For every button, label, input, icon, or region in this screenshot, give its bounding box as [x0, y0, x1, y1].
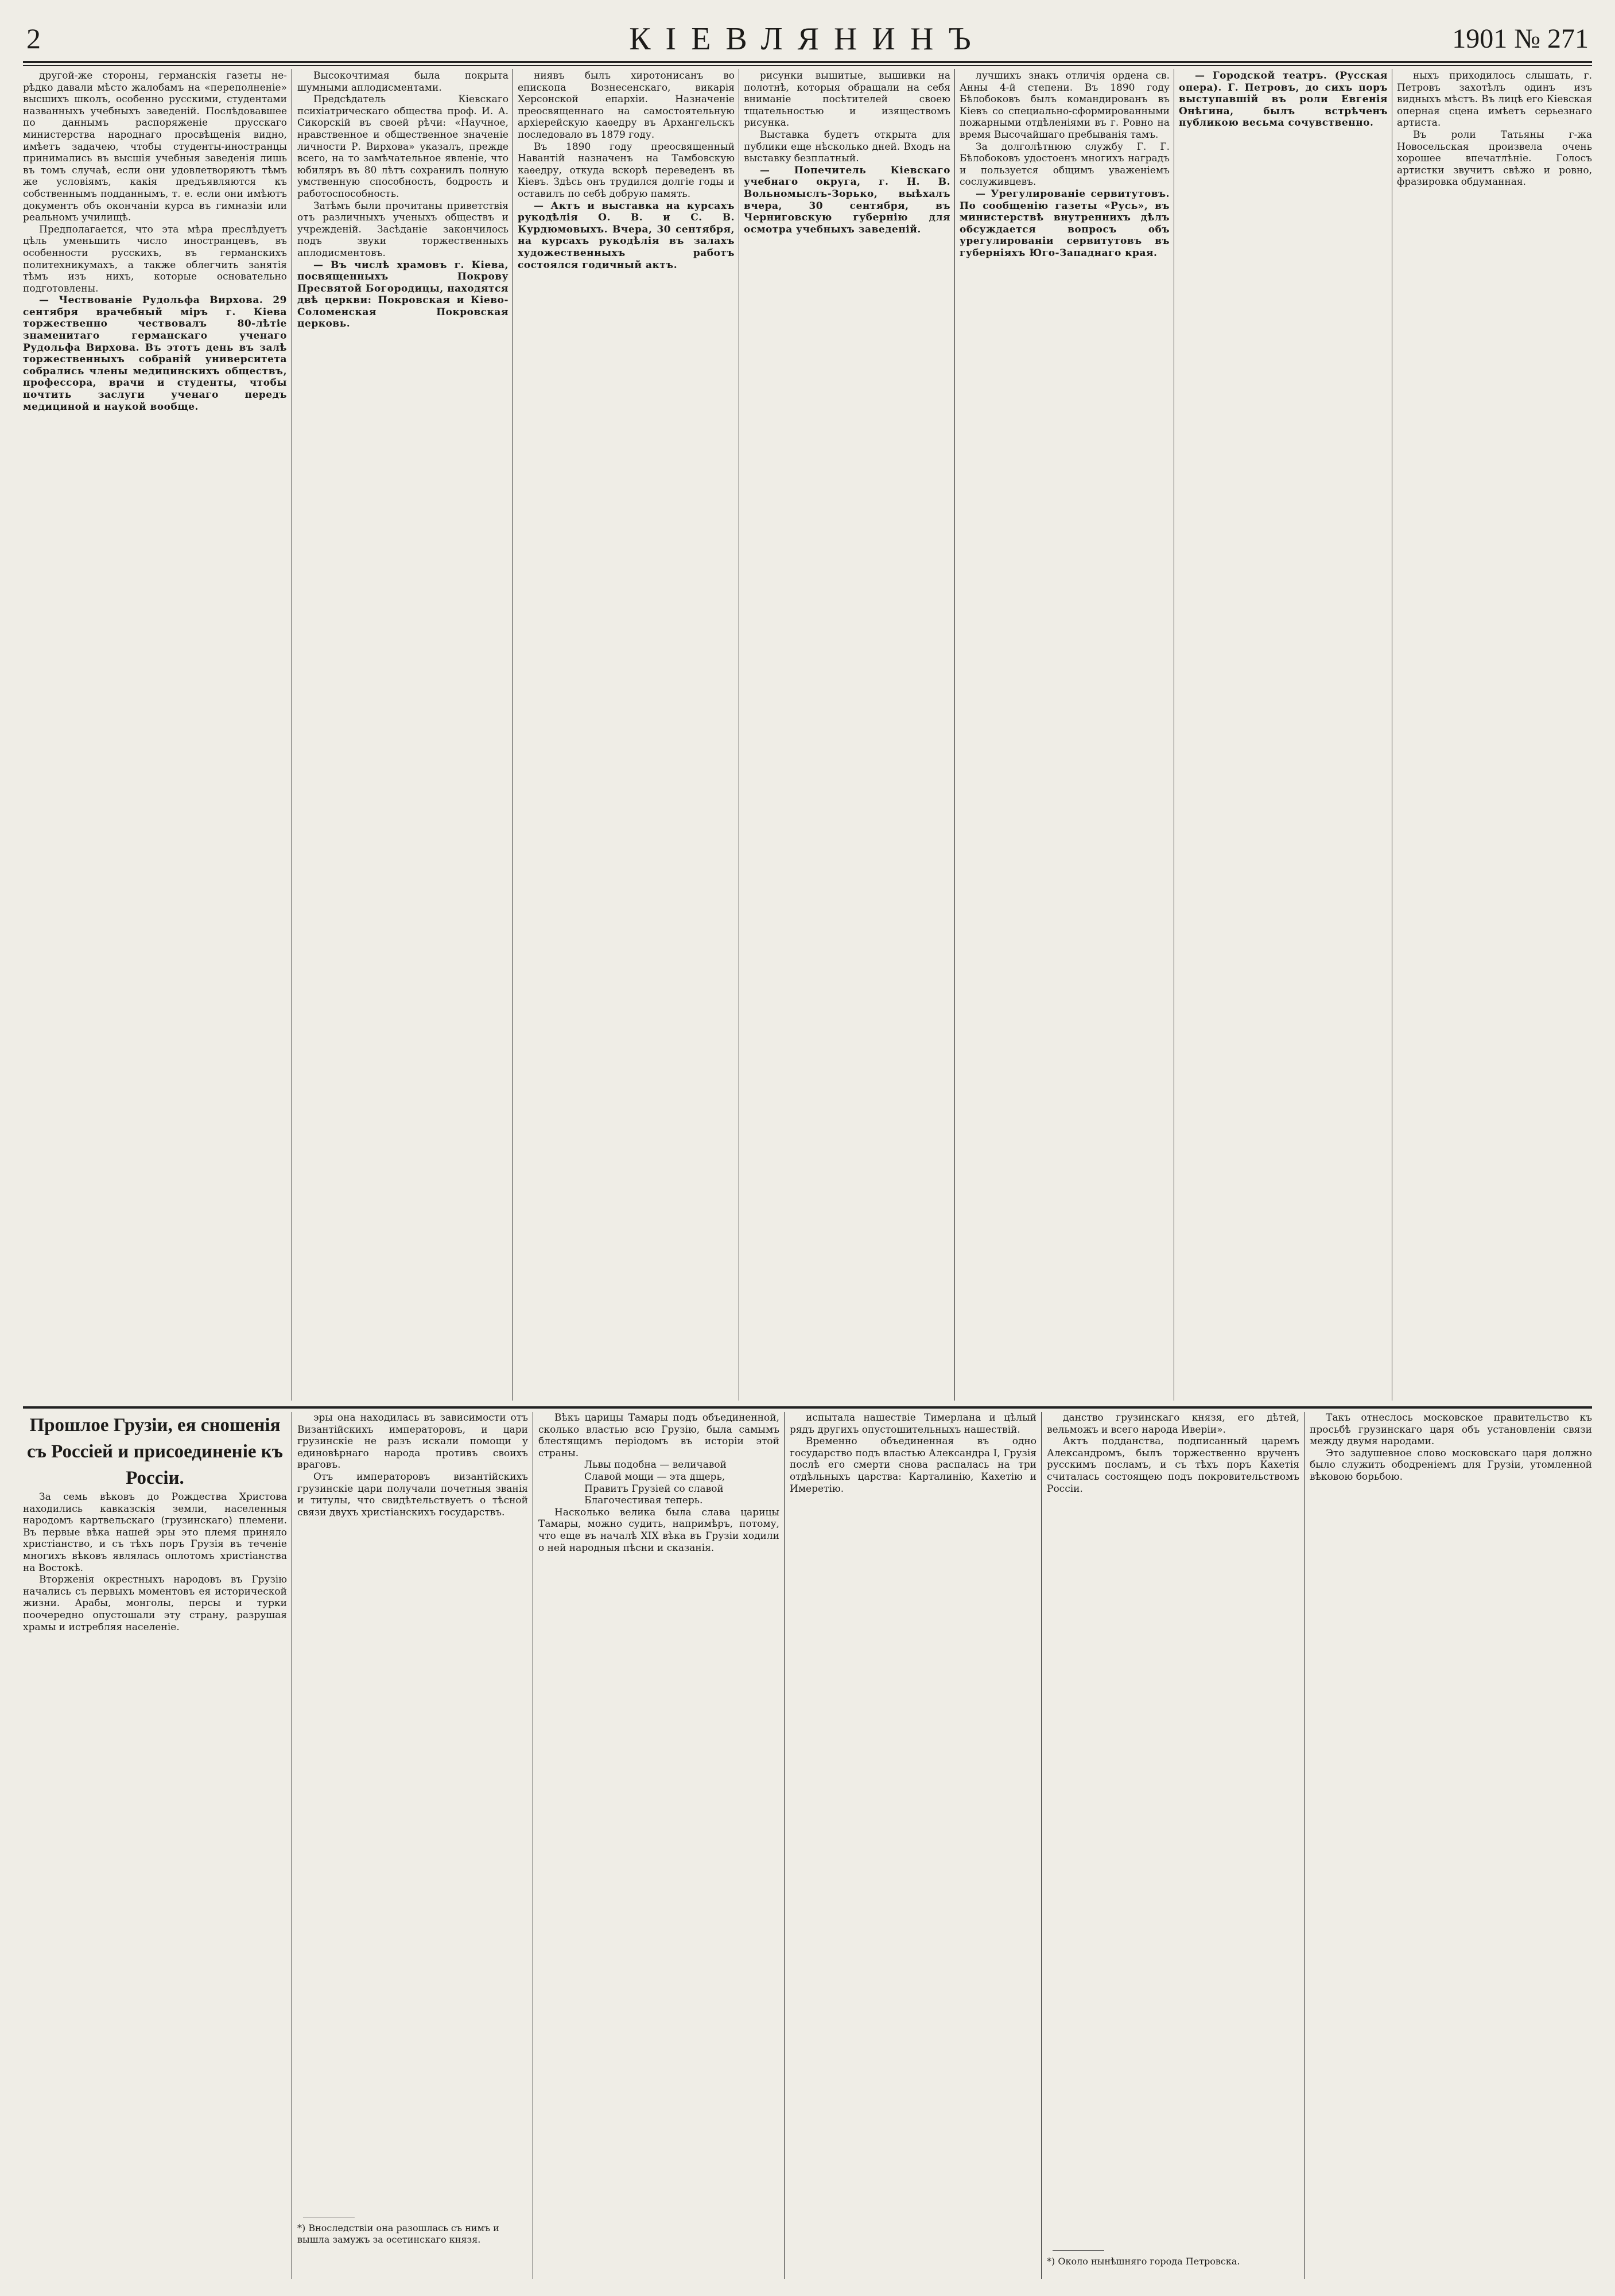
section-rule: [23, 1406, 1592, 1409]
top-column-3: ниявъ былъ хиротонисанъ во епископа Вознесенскаго, викарія Херсонской епархіи. Назначеніе преосвященнаго на самостоятельную архіерейскую каѳедру въ Архангельскъ последовало въ 1879 году. Въ 1890 году преосвященный Навантій назначенъ на Тамбовскую каѳедру, откуда вскорѣ переведенъ въ Кіевъ. Здѣсь онъ трудился долгіе годы и оставилъ по себѣ добрую память. — Актъ и выставка на курсахъ рукодѣлія О. В. и С. В. Курдюмовыхъ. Вчера, 30 сентября, на курсахъ рукодѣлія въ залахъ художественныхъ работъ состоялся годичный актъ.: [518, 70, 735, 271]
top-column-4: рисунки вышитые, вышивки на полотнѣ, которыя обращали на себя вниманіе посѣтителей своею тщательностью и изяществомъ рисунка. Выставка будетъ открыта для публики еще нѣсколько дней. Входъ на выставку безплатный. — Попечитель Кіевскаго учебнаго округа, г. Н. В. Вольномыслъ-Зорько, выѣхалъ вчера, 30 сентября, въ Черниговскую губернію для осмотра учебныхъ заведеній.: [744, 70, 950, 235]
newspaper-title: КІЕВЛЯНИНЪ: [629, 21, 986, 57]
page-number: 2: [26, 22, 41, 55]
poem-line: Правитъ Грузіей со славой: [584, 1483, 724, 1495]
column-rule: [954, 69, 955, 1401]
article-column-4: испытала нашествіе Тимерлана и цѣлый рядъ другихъ опустошительныхъ нашествій. Временно объединенная въ одно государство подъ властью Александра I, Грузія послѣ его смерти снова распалась на три отдѣльныхъ царства: Карталинію, Кахетію и Имеретію.: [790, 1412, 1036, 1495]
poem-line: Славой мощи — эта дщерь,: [584, 1471, 725, 1483]
top-column-7: ныхъ приходилось слышать, г. Петровъ захотѣлъ одинъ изъ видныхъ мѣстъ. Въ лицѣ его Кіевская оперная сцена имѣетъ серьезнаго артиста. Въ роли Татьяны г-жа Новосельская произвела очень хорошее впечатлѣніе. Голосъ артистки звучитъ свѣжо и ровно, фразировка обдуманная.: [1397, 70, 1592, 188]
page-header: [23, 17, 1592, 62]
header-rule: [23, 61, 1592, 63]
news-item: — Попечитель Кіевскаго учебнаго округа, г. Н. В. Вольномыслъ-Зорько, выѣхалъ вчера, 30 сентября, въ Черниговскую губернію для осмотра учебныхъ заведеній.: [744, 164, 950, 235]
column-rule: [1041, 1412, 1042, 2279]
poem-line: Львы подобна — величавой: [584, 1459, 727, 1471]
issue-date-number: 1901 № 271: [1452, 24, 1589, 54]
header-rule-thin: [23, 65, 1592, 66]
column-rule: [1304, 1412, 1305, 2279]
footnote-rule: [1053, 2250, 1104, 2251]
top-column-5: лучшихъ знакъ отличія ордена св. Анны 4-й степени. Въ 1890 году Бѣлобоковъ былъ командированъ въ Кіевъ со специально-сформированными пожарными отдѣленіями въ г. Ровно на время Высочайшаго пребыванія тамъ. За долголѣтнюю службу Г. Г. Бѣлобоковъ удостоенъ многихъ наградъ и пользуется общимъ уваженіемъ сослуживцевъ. — Урегулированіе сервитутовъ. По сообщенію газеты «Русь», въ министерствѣ внутреннихъ дѣлъ обсуждается вопросъ объ урегулированіи сервитутовъ въ губерніяхъ Юго-Западнаго края.: [960, 70, 1170, 259]
news-item: — Городской театръ. (Русская опера). Г. Петровъ, до сихъ поръ выступавшій въ роли Евгенія Онѣгина, былъ встрѣченъ публикою весьма сочувственно.: [1179, 70, 1388, 129]
news-item: — Актъ и выставка на курсахъ рукодѣлія О. В. и С. В. Курдюмовыхъ. Вчера, 30 сентября, на курсахъ рукодѣлія въ залахъ художественныхъ работъ состоялся годичный актъ.: [518, 200, 735, 271]
poem-line: Благочестивая теперь.: [584, 1495, 703, 1507]
article-column-3: Вѣкъ царицы Тамары подъ объединенной, сколько властью всю Грузію, была самымъ блестящимъ періодомъ въ исторіи этой страны. Львы подобна — величавой Славой мощи — эта дщерь, Правитъ Грузіей со славой Благочестивая теперь. Насколько велика была слава царицы Тамары, можно судить, напримѣръ, потому, что еще въ началѣ XIX вѣка въ Грузіи ходили о ней народныя пѣсни и сказанія.: [538, 1412, 779, 1554]
top-column-2: Высокочтимая была покрыта шумными аплодисментами. Предсѣдатель Кіевскаго психіатрическаго общества проф. И. А. Сикорскій въ своей рѣчи: «Научное, нравственное и общественное значеніе личности Р. Вирхова» указалъ, прежде всего, на то замѣчательное явленіе, что юбиляръ въ 80 лѣтъ сохранилъ полную умственную способность, бодрость и работоспособность. Затѣмъ были прочитаны приветствія отъ различныхъ ученыхъ обществъ и учрежденій. Засѣданіе закончилось подъ звуки торжественныхъ аплодисментовъ. — Въ числѣ храмовъ г. Кіева, посвященныхъ Покрову Пресвятой Богородицы, находятся двѣ церкви: Покровская и Кіево-Соломенская Покровская церковь.: [297, 70, 508, 330]
news-item: — Чествованіе Рудольфа Вирхова. 29 сентября врачебный міръ г. Кіева торжественно чествовалъ 80-лѣтіе знаменитаго германскаго ученаго Рудольфа Вирхова. Въ этотъ день въ залѣ торжественныхъ собраній университета собрались члены медицинскихъ обществъ, профессора, врачи и студенты, чтобы почтить заслуги ученаго передъ медициной и наукой вообще.: [23, 294, 287, 413]
article-column-1: Прошлое Грузіи, ея сношенія съ Россіей и присоединеніе къ Россіи. За семь вѣковъ до Рождества Христова находились кавказскія земли, населенныя народомъ картвельскаго (грузинскаго) племени. Въ первые вѣка нашей эры это племя приняло христіанство, и съ тѣхъ поръ Грузія въ теченіе многихъ вѣковъ являлась оплотомъ христіанства на Востокѣ. Вторженія окрестныхъ народовъ въ Грузію начались съ первыхъ моментовъ ея исторической жизни. Арабы, монголы, персы и турки поочередно опустошали эту страну, разрушая храмы и истребляя населеніе.: [23, 1412, 287, 2279]
top-column-1: другой-же стороны, германскія газеты не-рѣдко давали мѣсто жалобамъ на «переполненіе» высшихъ школъ, особенно русскими, студентами названныхъ учебныхъ заведеній. Послѣдовавшее по даннымъ распоряженіе прусскаго министерства народнаго просвѣщенія видно, имѣетъ задачею, чтобы студенты-иностранцы принимались въ высшія учебныя заведенія лишь въ томъ случаѣ, если они удовлетворяютъ тѣмъ же условіямъ, какія предъявляются къ собственнымъ подданнымъ, т. е. если они имѣютъ документъ объ окончаніи курса въ гимназіи или реальномъ училищѣ. Предполагается, что эта мѣра преслѣдуетъ цѣль уменьшить число иностранцевъ, въ особенности русскихъ, въ германскихъ политехникумахъ, а также облегчить занятія тѣмъ изъ нихъ, которые основательно подготовлены. — Чествованіе Рудольфа Вирхова. 29 сентября врачебный міръ г. Кіева торжественно чествовалъ 80-лѣтіе знаменитаго германскаго ученаго Рудольфа Вирхова. Въ этотъ день въ залѣ торжественныхъ собраній университета собрались члены медицинскихъ обществъ, профессора, врачи и студенты, чтобы почтить заслуги ученаго передъ медициной и наукой вообще.: [23, 70, 287, 413]
footnote-right: *) Около нынѣшняго города Петровска.: [1047, 2256, 1240, 2267]
article-title: Прошлое Грузіи, ея сношенія съ Россіей и присоединеніе къ Россіи.: [26, 1415, 284, 1488]
article-column-5: данство грузинскаго князя, его дѣтей, вельможъ и всего народа Иверіи». Актъ подданства, подписанный царемъ Александромъ, былъ торжественно врученъ русскимъ посламъ, и съ тѣхъ поръ Кахетія считалась состоящею подъ покровительствомъ Россіи.: [1047, 1412, 1299, 1495]
column-rule: [784, 1412, 785, 2279]
article-column-6: Такъ отнеслось московское правительство къ просьбѣ грузинскаго царя объ установленіи связи между двумя народами. Это задушевное слово московскаго царя должно было служить ободреніемъ для Грузіи, утомленной вѣковою борьбою.: [1310, 1412, 1592, 1483]
footnote-left: *) Вноследствіи она разошлась съ нимъ и вышла замужъ за осетинскаго князя.: [297, 2223, 499, 2245]
news-item: — Урегулированіе сервитутовъ. По сообщенію газеты «Русь», въ министерствѣ внутреннихъ дѣлъ обсуждается вопросъ объ урегулированіи сервитутовъ въ губерніяхъ Юго-Западнаго края.: [960, 188, 1170, 259]
article-column-2: эры она находилась въ зависимости отъ Византійскихъ императоровъ, и цари грузинскіе не разъ искали помощи у единовѣрнаго народа противъ своихъ враговъ. Отъ императоровъ византійскихъ грузинскіе цари получали почетныя званія и титулы, что свидѣтельствуетъ о тѣсной связи двухъ христіанскихъ государствъ.: [297, 1412, 528, 1518]
top-column-6: [1179, 70, 1388, 1402]
news-item: — Въ числѣ храмовъ г. Кіева, посвященныхъ Покрову Пресвятой Богородицы, находятся двѣ церкви: Покровская и Кіево-Соломенская Покровская церковь.: [297, 259, 508, 330]
